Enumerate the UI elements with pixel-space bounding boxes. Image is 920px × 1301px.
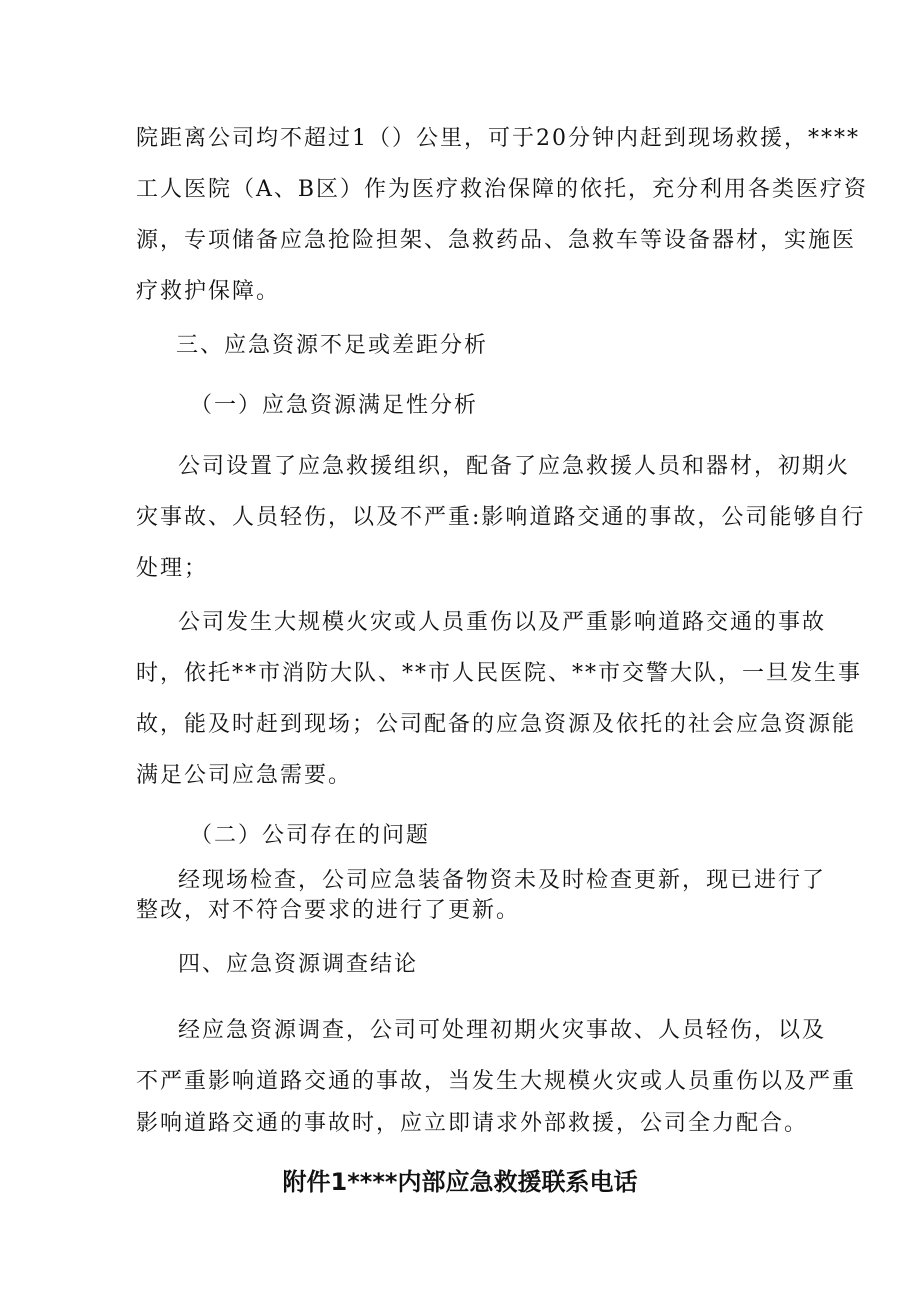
paragraph-line: 源，专项储备应急抢险担架、急救药品、急救车等设备器材，实施医 [136,228,857,253]
paragraph-line: 疗救护保障。 [136,279,281,304]
paragraph-line: 经现场检查，公司应急装备物资未及时检查更新，现已进行了 [178,868,827,893]
paragraph-line: 灾事故、人员轻伤，以及不严重:影响道路交通的事故，公司能够自行 [136,505,866,530]
paragraph-line: 时，依托**市消防大队、**市人民医院、**市交警大队，一旦发生事 [136,661,863,686]
subsection-heading-2: （二）公司存在的问题 [190,823,431,848]
paragraph-line: 院距离公司均不超过1（）公里，可于20分钟内赶到现场救援，**** [136,126,860,151]
paragraph-line: 经应急资源调查，公司可处理初期火灾事故、人员轻伤，以及 [178,1018,827,1043]
paragraph-line: 满足公司应急需要。 [136,763,353,788]
section-heading-4: 四、应急资源调查结论 [178,952,419,977]
subsection-heading-1: （一）应急资源满足性分析 [190,393,479,418]
paragraph-line: 故，能及时赶到现场；公司配备的应急资源及依托的社会应急资源能 [136,712,857,737]
paragraph-line: 工人医院（A、B区）作为医疗救治保障的依托，充分利用各类医疗资 [136,177,869,202]
appendix-title: 附件1****内部应急救援联系电话 [282,1168,638,1196]
paragraph-line: 处理； [136,556,209,581]
section-heading-3: 三、应急资源不足或差距分析 [176,333,489,358]
paragraph-line: 公司发生大规模火灾或人员重伤以及严重影响道路交通的事故 [178,610,827,635]
paragraph-line: 影响道路交通的事故时，应立即请求外部救援，公司全力配合。 [136,1111,809,1136]
paragraph-line: 公司设置了应急救援组织，配备了应急救援人员和器材，初期火 [178,454,851,479]
paragraph-line: 不严重影响道路交通的事故，当发生大规模火灾或人员重伤以及严重 [136,1069,857,1094]
paragraph-line: 整改，对不符合要求的进行了更新。 [136,898,521,923]
